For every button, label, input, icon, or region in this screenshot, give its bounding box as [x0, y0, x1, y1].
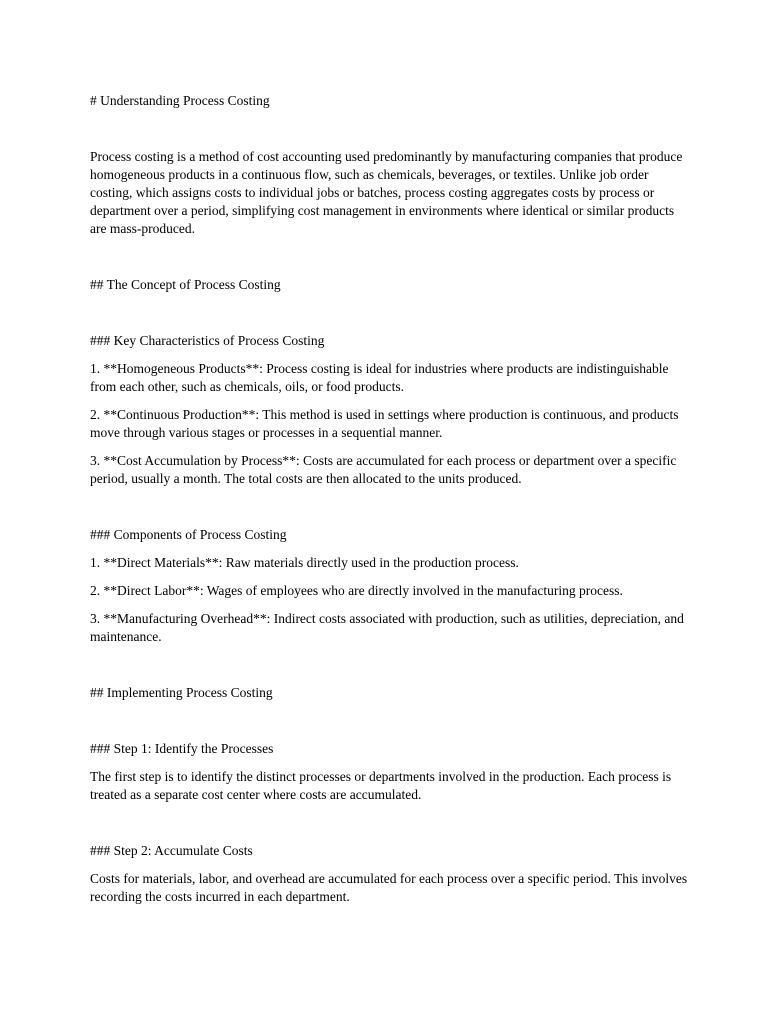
section-heading-concept: ## The Concept of Process Costing: [90, 277, 281, 292]
list-item: 3. **Cost Accumulation by Process**: Costs are accumulated for each process or department over a specific period, usually a month. The total costs are then allocated to the units produced.: [90, 453, 677, 486]
list-item: 1. **Direct Materials**: Raw materials directly used in the production process.: [90, 555, 519, 570]
document-title: # Understanding Process Costing: [90, 93, 270, 108]
intro-paragraph: Process costing is a method of cost accounting used predominantly by manufacturing companies that produce homogeneous products in a continuous flow, such as chemicals, beverages, or textiles. Unlike job order costing, which assigns costs to individual jobs or batches, process costing aggregates costs by process or department over a period, simplifying cost management in environments where identical or similar products are mass-produced.: [90, 149, 683, 236]
list-item: 1. **Homogeneous Products**: Process costing is ideal for industries where products are indistinguishable from each other, such as chemicals, oils, or food products.: [90, 361, 669, 394]
section-heading-implementing: ## Implementing Process Costing: [90, 685, 273, 700]
subheading-key-characteristics: ### Key Characteristics of Process Costing: [90, 333, 325, 348]
step-2-paragraph: Costs for materials, labor, and overhead are accumulated for each process over a specific period. This involves recording the costs incurred in each department.: [90, 871, 688, 904]
subheading-step-1: ### Step 1: Identify the Processes: [90, 741, 274, 756]
list-item: 2. **Direct Labor**: Wages of employees who are directly involved in the manufacturing process.: [90, 583, 623, 598]
list-item: 2. **Continuous Production**: This method is used in settings where production is continuous, and products move through various stages or processes in a sequential manner.: [90, 407, 679, 440]
list-item: 3. **Manufacturing Overhead**: Indirect costs associated with production, such as utilities, depreciation, and maintenance.: [90, 611, 684, 644]
subheading-components: ### Components of Process Costing: [90, 527, 287, 542]
subheading-step-2: ### Step 2: Accumulate Costs: [90, 843, 253, 858]
document-body: [90, 92, 690, 944]
step-1-paragraph: The first step is to identify the distinct processes or departments involved in the production. Each process is treated as a separate cost center where costs are accumulated.: [90, 769, 672, 802]
